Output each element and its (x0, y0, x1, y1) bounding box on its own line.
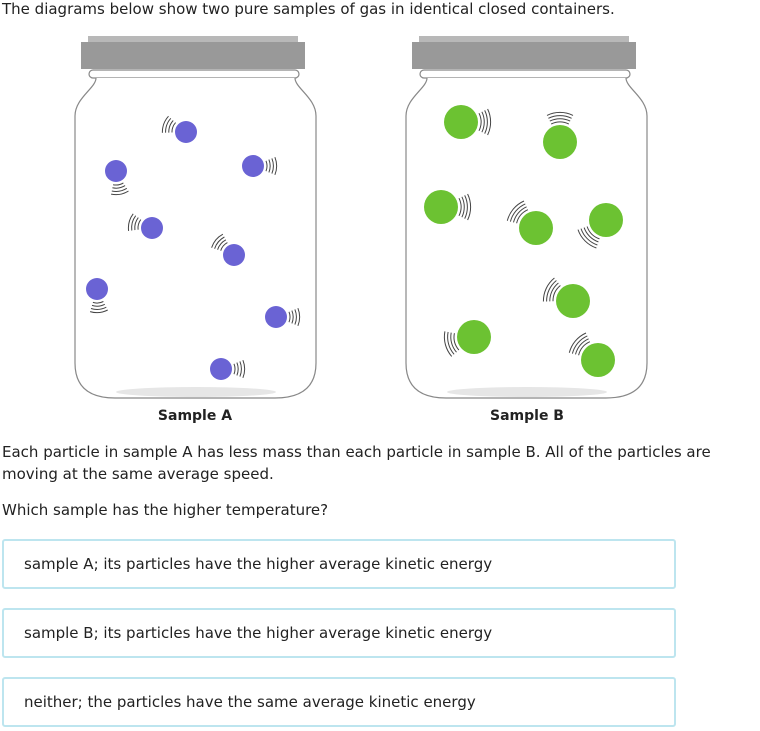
jar-a-body (75, 78, 316, 398)
sample-b-particle-dot (581, 343, 615, 377)
answer-choice-neither-label: neither; the particles have the same average kinetic energy (24, 693, 476, 711)
sample-a-particle-dot (141, 217, 163, 239)
sample-a-particle-dot (175, 121, 197, 143)
sample-b-particle-dot (543, 125, 577, 159)
sample-b-particle-dot (457, 320, 491, 354)
sample-b-particle-dot (444, 105, 478, 139)
jar-a (75, 36, 316, 424)
sample-a-particle-dot (242, 155, 264, 177)
answer-choice-a[interactable] (2, 539, 676, 589)
jar-a-lid-top (88, 36, 298, 42)
problem-paragraph: Each particle in sample A has less mass than each particle in sample B. All of the particles are moving at the same average speed. (2, 443, 711, 483)
jar-b-lid (412, 42, 636, 69)
sample-b-particle-dot (519, 211, 553, 245)
jar-b-base-shadow (447, 387, 607, 397)
jar-a-rim (89, 70, 299, 78)
answer-choice-neither[interactable] (2, 677, 676, 727)
diagram-svg (0, 28, 760, 428)
sample-a-particle-dot (86, 278, 108, 300)
sample-b-particle-dot (589, 203, 623, 237)
intro-text: The diagrams below show two pure samples of gas in identical closed containers. (2, 0, 615, 18)
sample-a-particle-dot (223, 244, 245, 266)
answer-choice-b[interactable] (2, 608, 676, 658)
jar-b-lid-top (419, 36, 629, 42)
jar-a-label: Sample A (157, 408, 233, 424)
answer-choice-b-label: sample B; its particles have the higher average kinetic energy (24, 624, 493, 642)
gas-samples-diagram (0, 28, 760, 428)
jar-a-lid (81, 42, 305, 69)
answer-choice-a-label: sample A; its particles have the higher average kinetic energy (24, 555, 493, 573)
sample-a-particle-dot (210, 358, 232, 380)
sample-b-particle-dot (556, 284, 590, 318)
question-text: Which sample has the higher temperature? (2, 501, 329, 519)
jar-b-rim (420, 70, 630, 78)
sample-b-particle-dot (424, 190, 458, 224)
sample-a-particle-dot (105, 160, 127, 182)
sample-a-particle-dot (265, 306, 287, 328)
jar-a-base-shadow (116, 387, 276, 397)
jar-b-label: Sample B (490, 408, 564, 424)
